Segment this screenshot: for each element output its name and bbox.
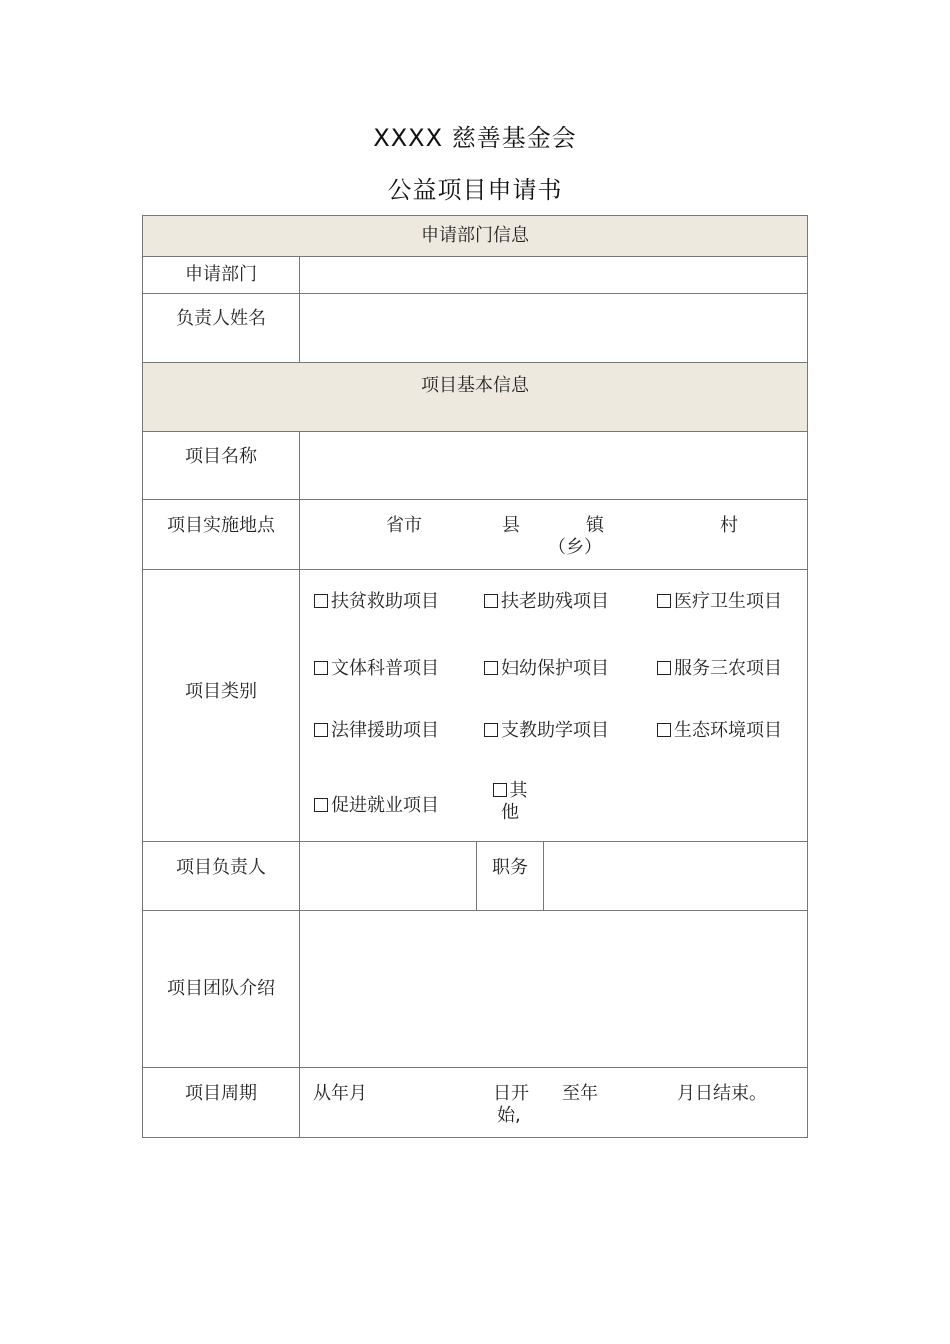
name-value-field[interactable] <box>299 431 808 500</box>
leader-value-field[interactable] <box>299 841 477 911</box>
location-town-alt: （乡） <box>548 537 602 558</box>
location-county: 县 <box>502 515 520 536</box>
category-option[interactable]: 医疗卫生项目 <box>657 587 782 613</box>
person-label: 负责人姓名 <box>176 308 266 329</box>
checkbox[interactable] <box>314 661 328 675</box>
application-form <box>142 215 808 1138</box>
category-option[interactable]: 生态环境项目 <box>657 716 782 742</box>
period-start-word: 始, <box>497 1105 521 1126</box>
checkbox[interactable] <box>484 723 498 737</box>
period-from: 从年月 <box>313 1083 367 1104</box>
document-title: 公益项目申请书 <box>387 176 563 204</box>
organization-title: XXXX 慈善基金会 <box>373 124 577 152</box>
category-options <box>299 569 808 842</box>
person-label-cell <box>142 293 300 363</box>
category-option[interactable]: 促进就业项目 <box>314 791 439 817</box>
category-label-cell <box>142 569 300 842</box>
dept-value-field[interactable] <box>299 256 808 294</box>
position-value-field[interactable] <box>543 841 808 911</box>
location-village: 村 <box>720 515 738 536</box>
checkbox[interactable] <box>657 723 671 737</box>
period-label: 项目周期 <box>185 1083 257 1104</box>
leader-label-cell <box>142 841 300 911</box>
checkbox[interactable] <box>314 798 328 812</box>
period-start-day: 日开 <box>493 1083 529 1104</box>
checkbox[interactable] <box>484 594 498 608</box>
location-town: 镇 <box>586 515 604 536</box>
category-option[interactable]: 法律援助项目 <box>314 716 439 742</box>
team-label-cell <box>142 910 300 1068</box>
section-header-dept <box>142 215 808 257</box>
checkbox[interactable] <box>657 661 671 675</box>
category-option[interactable]: 扶贫救助项目 <box>314 587 439 613</box>
name-label-cell <box>142 431 300 500</box>
category-option[interactable]: 服务三农项目 <box>657 654 782 680</box>
position-label: 职务 <box>492 857 528 878</box>
category-option-other[interactable]: 其他 <box>492 780 528 824</box>
category-option[interactable]: 文体科普项目 <box>314 654 439 680</box>
name-label: 项目名称 <box>185 446 257 467</box>
person-value-field[interactable] <box>299 293 808 363</box>
location-province-city: 省市 <box>386 515 422 536</box>
checkbox[interactable] <box>314 723 328 737</box>
category-option[interactable]: 扶老助残项目 <box>484 587 609 613</box>
period-value-field[interactable] <box>299 1067 808 1138</box>
team-value-field[interactable] <box>299 910 808 1068</box>
location-label-cell <box>142 499 300 570</box>
category-option[interactable]: 支教助学项目 <box>484 716 609 742</box>
category-option[interactable]: 妇幼保护项目 <box>484 654 609 680</box>
period-label-cell <box>142 1067 300 1138</box>
position-label-cell <box>476 841 544 911</box>
dept-label-cell <box>142 256 300 294</box>
checkbox[interactable] <box>657 594 671 608</box>
checkbox[interactable] <box>484 661 498 675</box>
section-header-project <box>142 362 808 432</box>
section-heading-project: 项目基本信息 <box>421 375 529 396</box>
location-label: 项目实施地点 <box>167 515 275 536</box>
team-label: 项目团队介绍 <box>167 978 275 999</box>
location-value-field[interactable] <box>299 499 808 570</box>
period-to: 至年 <box>562 1083 598 1104</box>
category-label: 项目类别 <box>185 681 257 702</box>
period-end: 月日结束。 <box>677 1083 767 1104</box>
dept-label: 申请部门 <box>185 264 257 285</box>
leader-label: 项目负责人 <box>176 857 266 878</box>
checkbox[interactable] <box>314 594 328 608</box>
section-heading-dept: 申请部门信息 <box>421 225 529 246</box>
checkbox[interactable] <box>493 783 507 797</box>
